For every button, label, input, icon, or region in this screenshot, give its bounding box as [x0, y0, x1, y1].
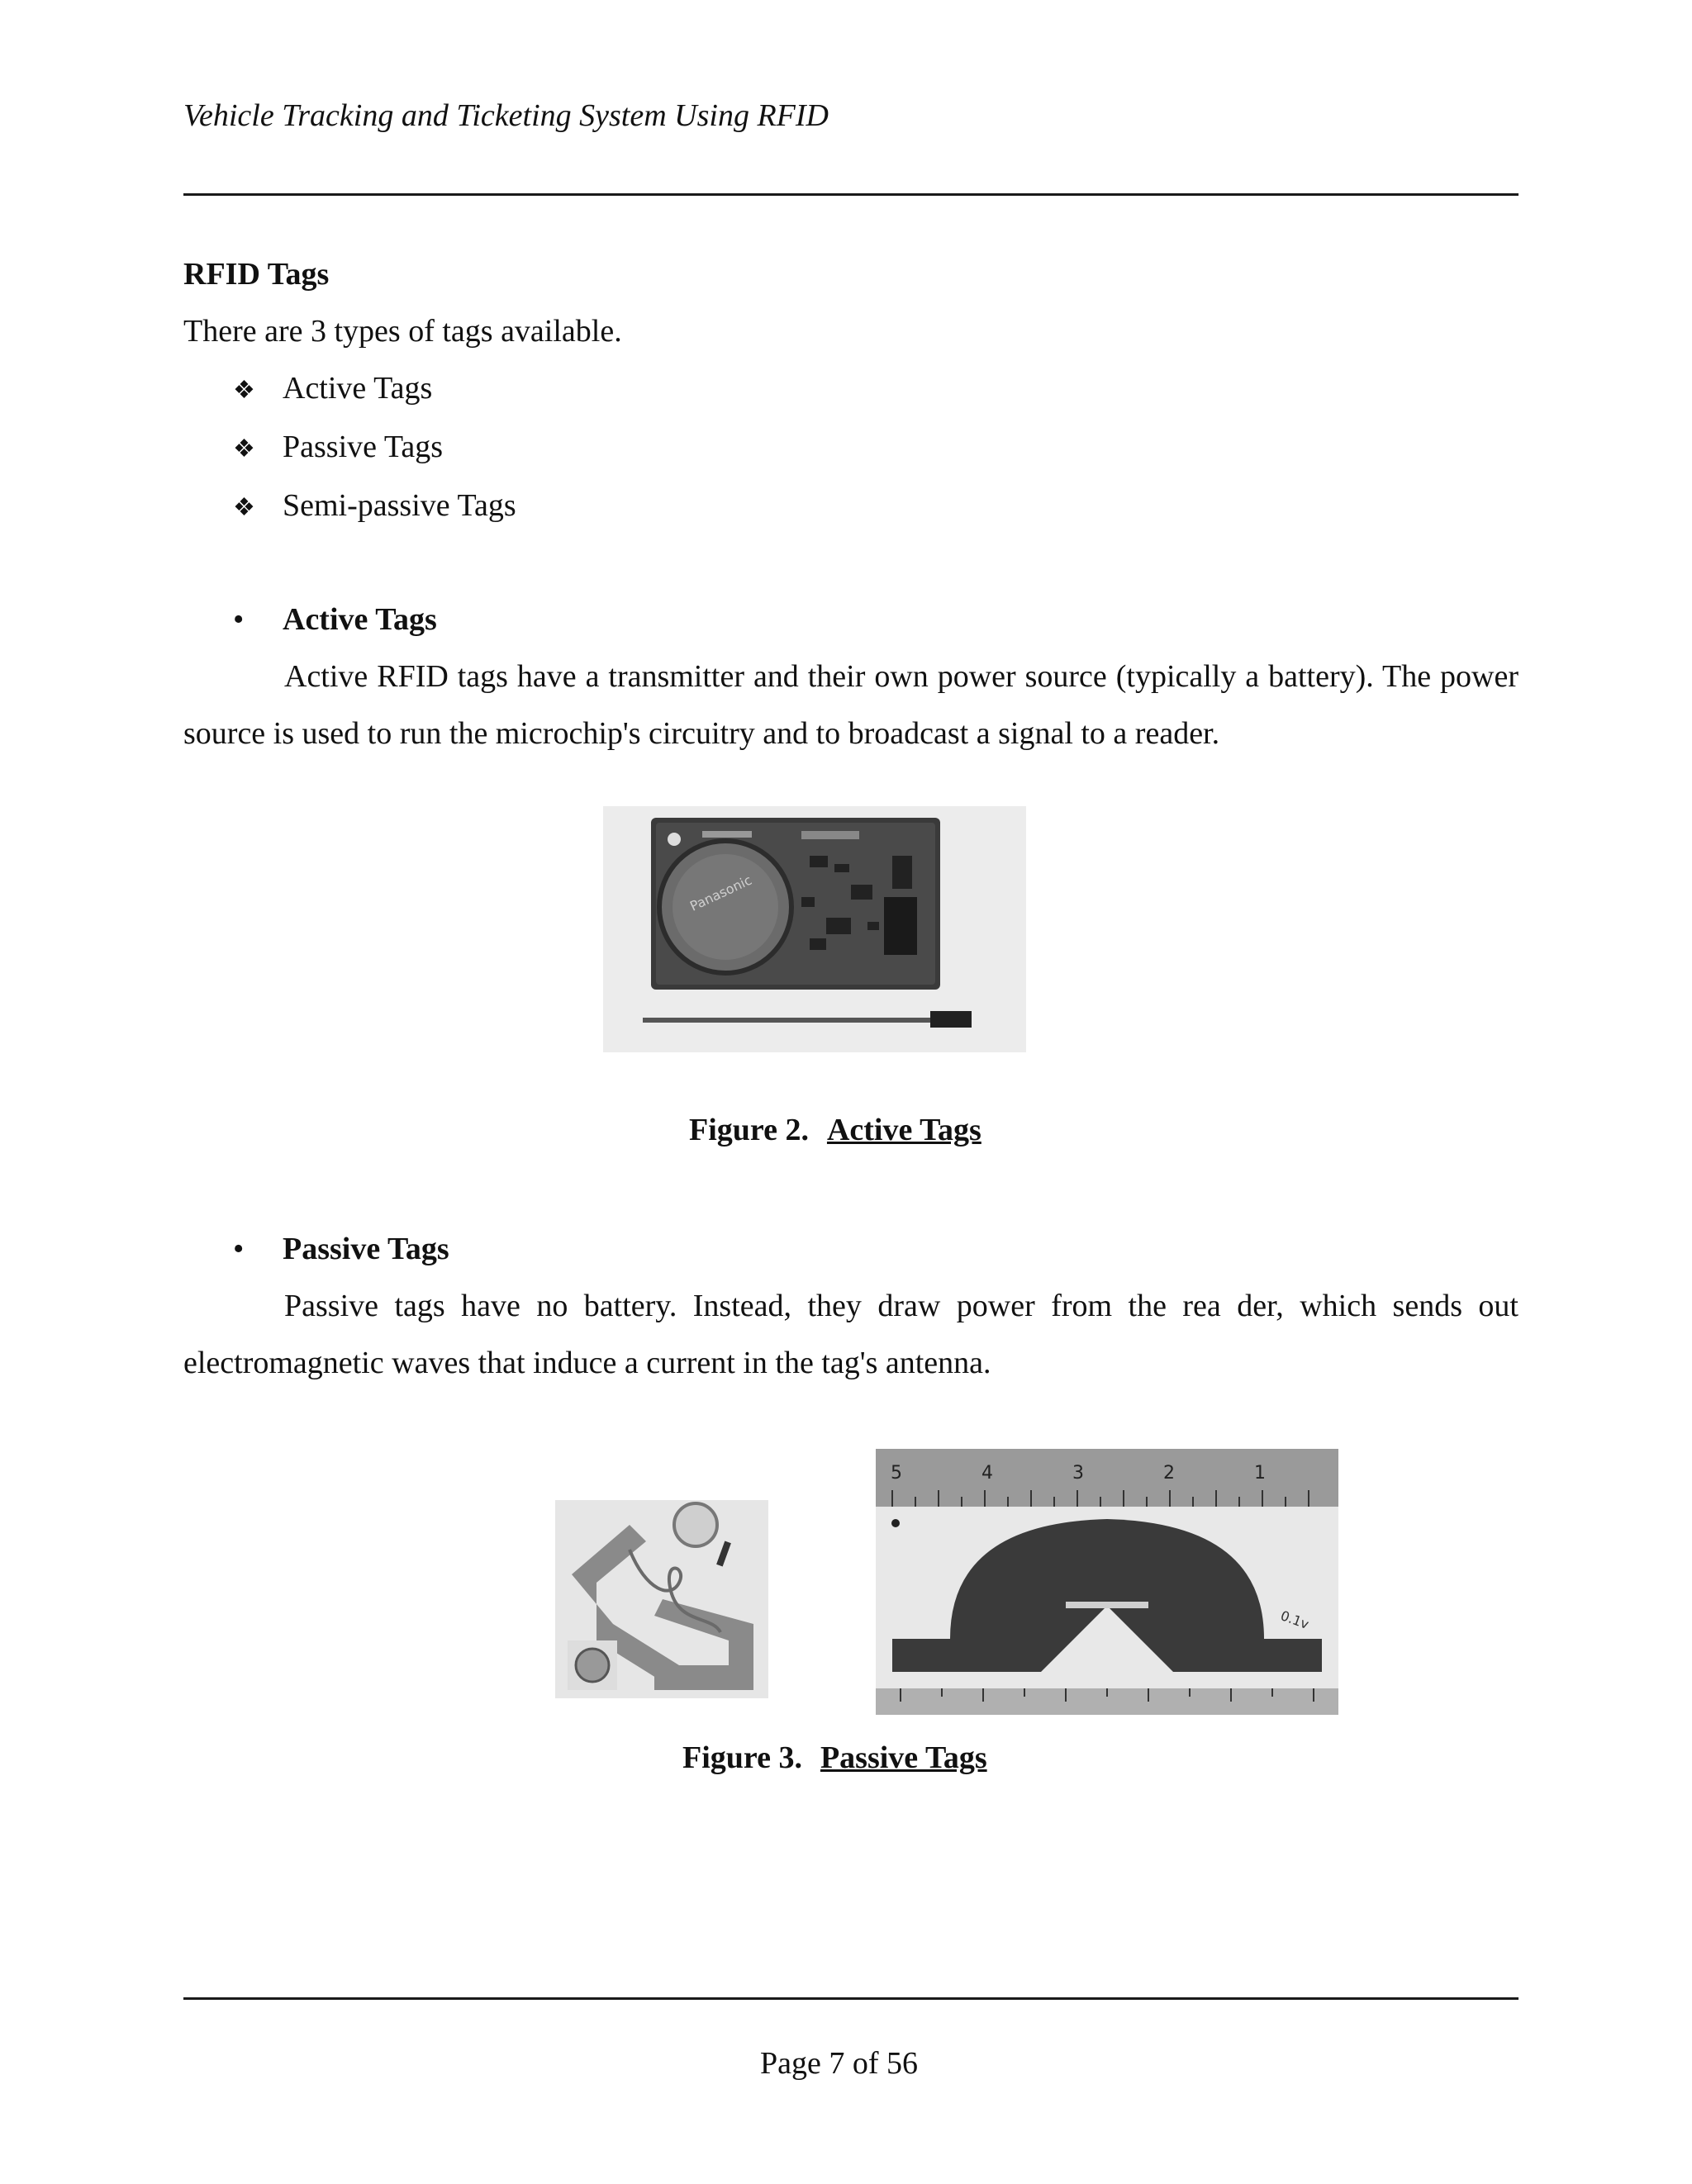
tag-types-list	[233, 360, 516, 536]
ruler-mark-5: 5	[891, 1463, 902, 1484]
figure-2-title: Active Tags	[826, 1113, 981, 1147]
bullet-dot-icon: •	[233, 602, 245, 637]
ruler-mark-3: 3	[1072, 1463, 1084, 1484]
ruler-mark-2: 2	[1163, 1463, 1175, 1484]
active-tag-illustration	[603, 806, 1026, 1052]
passive-tag-photo-left	[555, 1500, 768, 1698]
passive-tag-ruler-illustration	[876, 1449, 1338, 1715]
passive-tags-heading: Passive Tags	[283, 1232, 449, 1266]
diamond-bullet-icon: ❖	[233, 377, 255, 404]
active-tag-photo	[603, 806, 1026, 1052]
section-intro: There are 3 types of tags available.	[183, 314, 622, 349]
svg-text:Panasonic: Panasonic	[687, 871, 754, 914]
passive-tag-antenna-illustration	[555, 1500, 768, 1698]
figure-2-caption	[689, 1112, 981, 1148]
list-item: ❖ Passive Tags	[233, 430, 444, 464]
document-header-title: Vehicle Tracking and Ticketing System Using RFID	[183, 98, 829, 133]
figure-3-label: Figure 3.	[682, 1740, 802, 1775]
page-number: Page 7 of 56	[760, 2046, 919, 2081]
list-item: ❖ Active Tags	[233, 371, 433, 406]
tag-label: 0.1v	[1278, 1607, 1311, 1632]
figure-3-caption	[682, 1740, 987, 1776]
ruler-mark-1: 1	[1254, 1463, 1266, 1484]
ruler-mark-4: 4	[981, 1463, 993, 1484]
header-divider	[183, 193, 1519, 196]
passive-tags-paragraph: Passive tags have no battery. Instead, they draw power from the rea der, which sends out electromagnetic waves that induce a current in the tag's antenna.	[183, 1289, 1519, 1380]
active-tags-paragraph: Active RFID tags have a transmitter and their own power source (typically a battery). The power source is used to run the microchip's circuitry and to broadcast a signal to a reader.	[183, 659, 1519, 751]
passive-tag-photo-right	[876, 1449, 1338, 1715]
bullet-dot-icon: •	[233, 1232, 245, 1266]
footer-divider	[183, 1997, 1519, 2000]
figure-3-title: Passive Tags	[820, 1740, 987, 1775]
section-heading: RFID Tags	[183, 257, 330, 292]
active-tags-heading: Active Tags	[283, 602, 437, 637]
diamond-bullet-icon: ❖	[233, 494, 255, 521]
list-item: ❖ Semi-passive Tags	[233, 488, 516, 523]
diamond-bullet-icon: ❖	[233, 435, 255, 463]
figure-2-label: Figure 2.	[689, 1113, 809, 1147]
